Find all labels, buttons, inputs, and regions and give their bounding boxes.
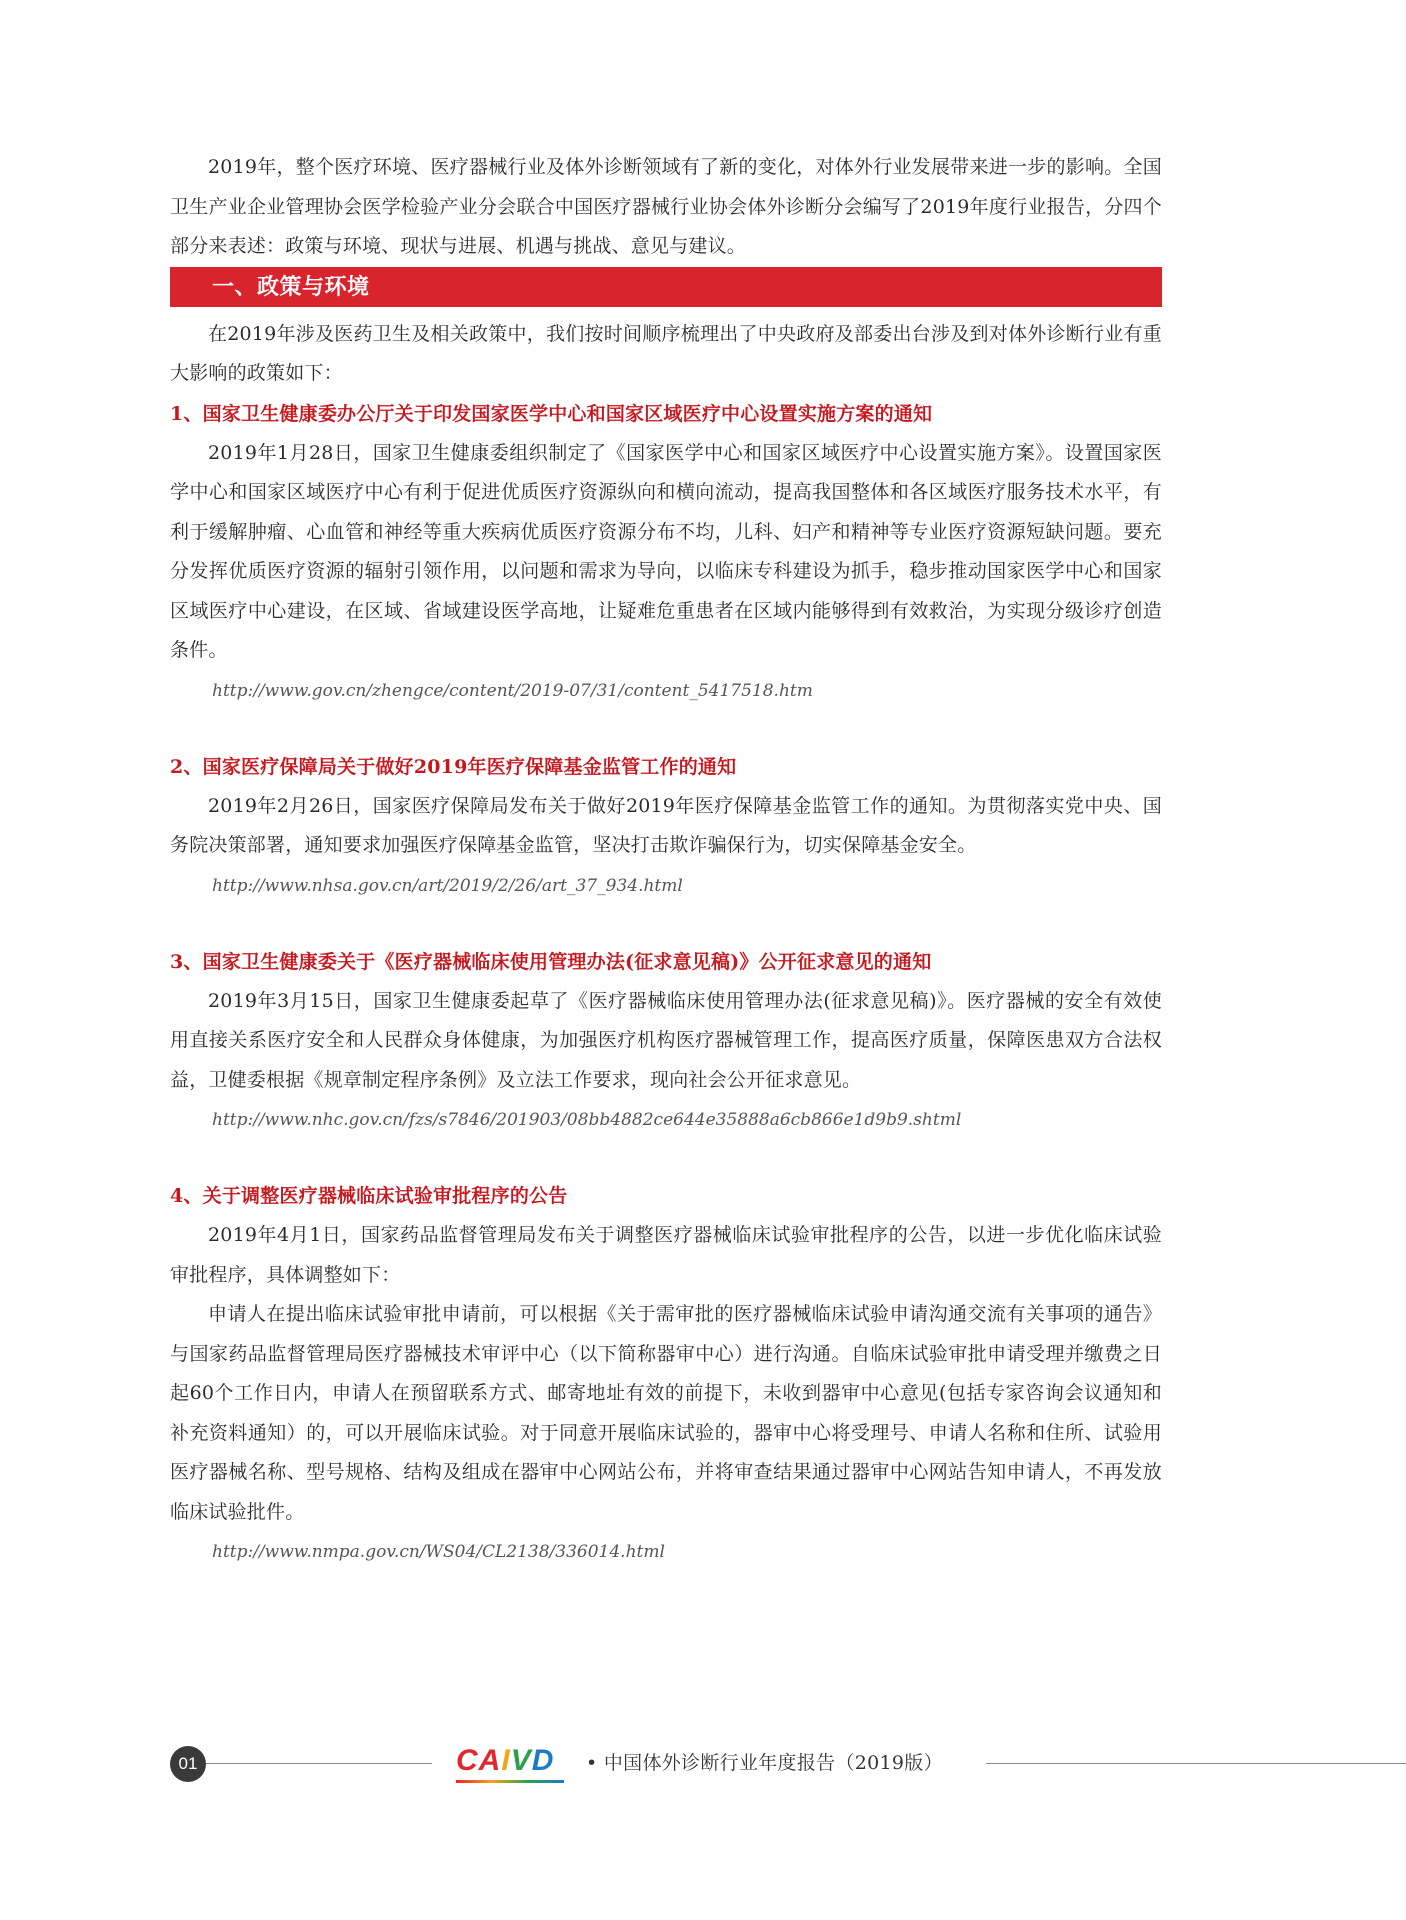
footer-rule-left [206, 1763, 432, 1764]
page-content [170, 148, 1162, 1572]
intro-paragraph: 2019年，整个医疗环境、医疗器械行业及体外诊断领域有了新的变化，对体外行业发展带来进一步的影响。全国卫生产业企业管理协会医学检验产业分会联合中国医疗器械行业协会体外诊断分会编写了2019年度行业报告，分四个部分来表述：政策与环境、现状与进展、机遇与挑战、意见与建议。 [170, 156, 1162, 257]
policy-url-link[interactable]: http://www.gov.cn/zhengce/content/2019-07/31/content_5417518.htm [212, 680, 813, 701]
policy-title: 2、国家医疗保障局关于做好2019年医疗保障基金监管工作的通知 [170, 755, 737, 778]
page-number-badge: 01 [170, 1746, 206, 1782]
policy-url-link[interactable]: http://www.nmpa.gov.cn/WS04/CL2138/336014.html [212, 1542, 665, 1562]
logo-letter: V [510, 1744, 532, 1777]
logo-letter: A [478, 1744, 502, 1777]
policy-title: 4、关于调整医疗器械临床试验审批程序的公告 [170, 1185, 568, 1207]
section-lead-paragraph: 在2019年涉及医药卫生及相关政策中，我们按时间顺序梳理出了中央政府及部委出台涉及到对体外诊断行业有重大影响的政策如下： [170, 322, 1162, 384]
policy-body: 2019年4月1日，国家药品监督管理局发布关于调整医疗器械临床试验审批程序的公告，以进一步优化临床试验审批程序，具体调整如下： [170, 1224, 1162, 1286]
policy-item-1 [170, 394, 1162, 711]
policy-item-4 [170, 1176, 1162, 1572]
logo-letter: I [501, 1744, 511, 1777]
policy-body-continued: 申请人在提出临床试验审批申请前，可以根据《关于需审批的医疗器械临床试验申请沟通交流有关事项的通告》与国家药品监督管理局医疗器械技术审评中心（以下简称器审中心）进行沟通。自临床试验审批申请受理并缴费之日起60个工作日内，申请人在预留联系方式、邮寄地址有效的前提下，未收到器审中心意见(包括专家咨询会议通知和补充资料通知）的，可以开展临床试验。对于同意开展临床试验的，器审中心将受理号、申请人名称和住所、试验用医疗器械名称、型号规格、结构及组成在器审中心网站公布，并将审查结果通过器审中心网站告知申请人，不再发放临床试验批件。 [170, 1303, 1162, 1523]
spacer [170, 711, 1162, 747]
policy-item-2 [170, 747, 1162, 906]
policy-body: 2019年1月28日，国家卫生健康委组织制定了《国家医学中心和国家区域医疗中心设置实施方案》。设置国家医学中心和国家区域医疗中心有利于促进优质医疗资源纵向和横向流动，提高我国整体和各区域医疗服务技术水平，有利于缓解肿瘤、心血管和神经等重大疾病优质医疗资源分布不均，儿科、妇产和精神等专业医疗资源短缺问题。要充分发挥优质医疗资源的辐射引领作用，以问题和需求为导向，以临床专科建设为抓手，稳步推动国家医学中心和国家区域医疗中心建设，在区域、省域建设医学高地，让疑难危重患者在区域内能够得到有效救治，为实现分级诊疗创造条件。 [170, 441, 1162, 661]
policy-body: 2019年3月15日，国家卫生健康委起草了《医疗器械临床使用管理办法(征求意见稿)》。医疗器械的安全有效使用直接关系医疗安全和人民群众身体健康，为加强医疗机构医疗器械管理工作，提高医疗质量，保障医患双方合法权益，卫健委根据《规章制定程序条例》及立法工作要求，现向社会公开征求意见。 [170, 989, 1162, 1091]
policy-title: 3、国家卫生健康委关于《医疗器械临床使用管理办法(征求意见稿)》公开征求意见的通知 [170, 950, 932, 973]
footer-rule-right [986, 1763, 1406, 1764]
policy-url-link[interactable]: http://www.nhc.gov.cn/fzs/s7846/201903/08bb4882ce644e35888a6cb866e1d9b9.shtml [212, 1110, 962, 1130]
policy-title: 1、国家卫生健康委办公厅关于印发国家医学中心和国家区域医疗中心设置实施方案的通知 [170, 402, 933, 425]
caivd-logo [456, 1744, 554, 1778]
section-title: 一、政策与环境 [212, 273, 370, 300]
policy-body: 2019年2月26日，国家医疗保障局发布关于做好2019年医疗保障基金监管工作的通知。为贯彻落实党中央、国务院决策部署，通知要求加强医疗保障基金监管，坚决打击欺诈骗保行为，切实保障基金安全。 [170, 794, 1162, 856]
report-name: • 中国体外诊断行业年度报告（2019版） [586, 1752, 943, 1774]
logo-underline [456, 1780, 564, 1783]
spacer [170, 1140, 1162, 1176]
logo-letter: D [531, 1744, 555, 1777]
spacer [170, 906, 1162, 942]
logo-letter: C [456, 1744, 479, 1777]
policy-url-link[interactable]: http://www.nhsa.gov.cn/art/2019/2/26/art_37_934.html [212, 875, 683, 896]
section-header-bar [170, 267, 1162, 307]
policy-item-3 [170, 942, 1162, 1141]
